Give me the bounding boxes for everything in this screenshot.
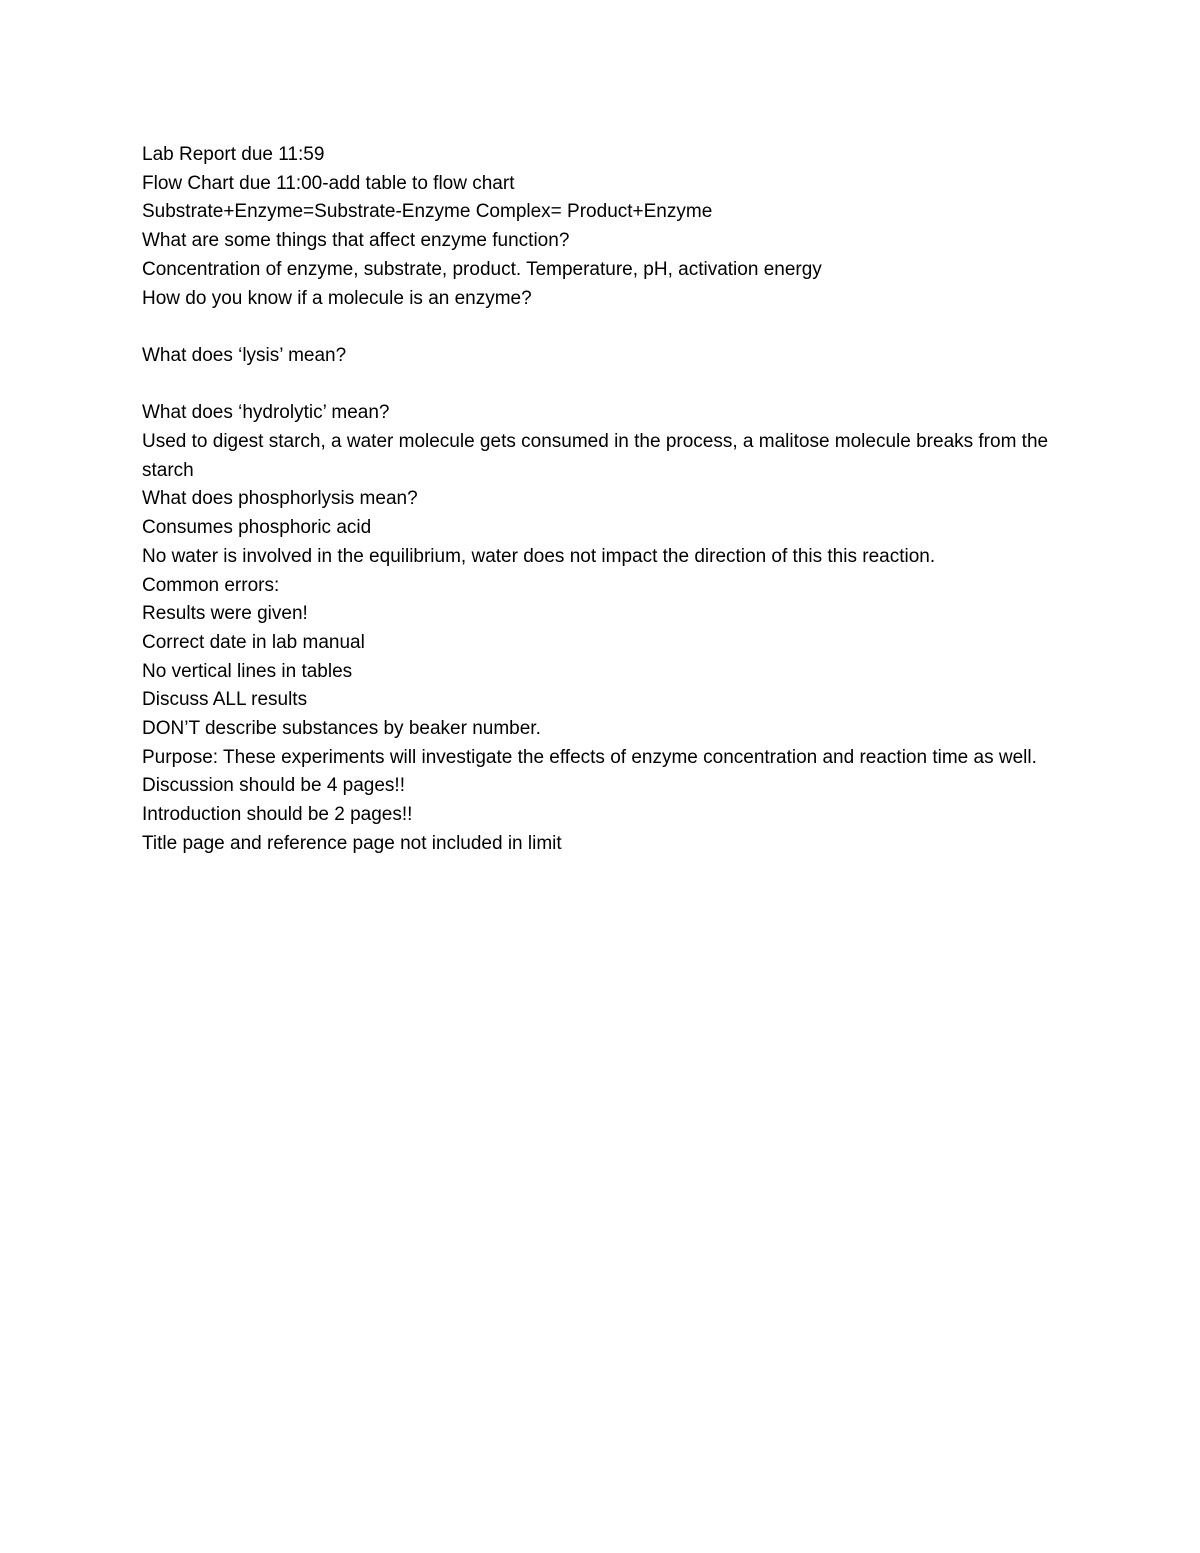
- text-line: Correct date in lab manual: [142, 631, 365, 653]
- text-line: How do you know if a molecule is an enzyme?: [142, 287, 532, 309]
- text-line: Discuss ALL results: [142, 689, 308, 711]
- blank-line: [142, 313, 1062, 342]
- text-line: Purpose: These experiments will investigate the effects of enzyme concentration and reaction time as well.: [142, 746, 1037, 768]
- text-line: Introduction should be 2 pages!!: [142, 804, 413, 826]
- text-line: No vertical lines in tables: [142, 660, 353, 682]
- text-line: What does ‘lysis’ mean?: [142, 344, 347, 366]
- text-line: What does phosphorlysis mean?: [142, 488, 418, 510]
- text-line: What does ‘hydrolytic’ mean?: [142, 402, 390, 424]
- text-line: DON’T describe substances by beaker number.: [142, 718, 541, 740]
- text-line: Flow Chart due 11:00-add table to flow chart: [142, 172, 515, 194]
- blank-line: [142, 371, 1062, 400]
- text-line: No water is involved in the equilibrium, water does not impact the direction of this this reaction.: [142, 545, 936, 567]
- text-line: Results were given!: [142, 603, 308, 625]
- text-line: Consumes phosphoric acid: [142, 517, 372, 539]
- text-line: Used to digest starch, a water molecule gets consumed in the process, a malitose molecule breaks from the starch: [142, 431, 1049, 481]
- text-line: Discussion should be 4 pages!!: [142, 775, 405, 797]
- text-line: Title page and reference page not included in limit: [142, 832, 562, 854]
- document-body: [142, 141, 1062, 859]
- text-line: Common errors:: [142, 574, 280, 596]
- text-line: What are some things that affect enzyme function?: [142, 230, 570, 252]
- text-line: Substrate+Enzyme=Substrate-Enzyme Complex= Product+Enzyme: [142, 201, 713, 223]
- text-line: Lab Report due 11:59: [142, 144, 325, 165]
- text-line: Concentration of enzyme, substrate, product. Temperature, pH, activation energy: [142, 258, 822, 280]
